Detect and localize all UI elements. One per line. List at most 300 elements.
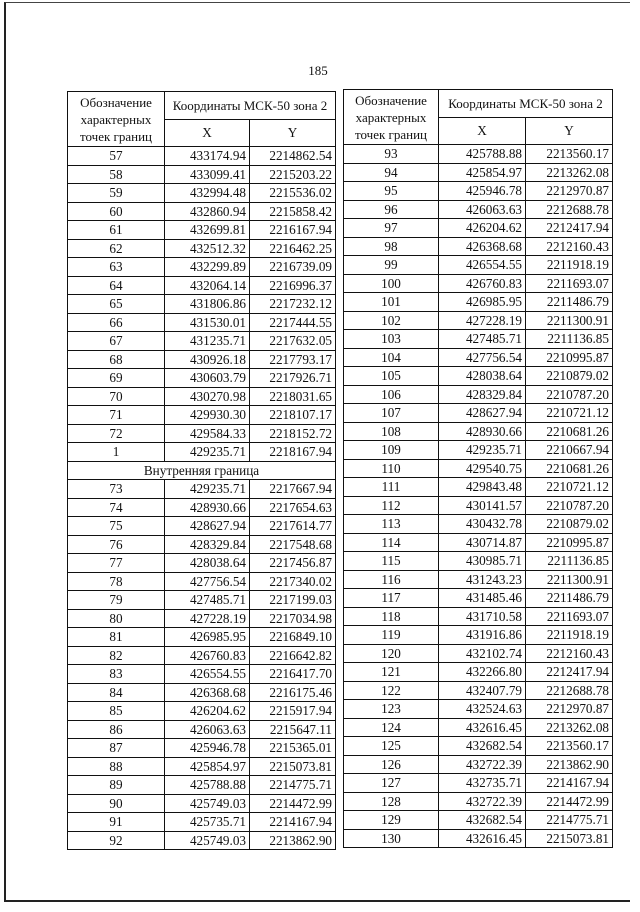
x-coordinate-cell: 432102.74	[439, 644, 526, 663]
point-id-cell: 127	[344, 774, 439, 793]
table-row	[344, 404, 613, 423]
coordinates-table-left	[67, 91, 336, 850]
y-coordinate-cell: 2211486.79	[526, 293, 613, 312]
table-row	[68, 702, 336, 721]
x-coordinate-cell: 428329.84	[439, 385, 526, 404]
y-coordinate-cell: 2212970.87	[526, 182, 613, 201]
table-row	[68, 443, 336, 462]
y-coordinate-cell: 2213560.17	[526, 145, 613, 164]
x-coordinate-cell: 427485.71	[165, 591, 250, 610]
y-coordinate-cell: 2214775.71	[526, 811, 613, 830]
x-coordinate-cell: 429235.71	[165, 443, 250, 462]
point-id-cell: 89	[68, 776, 165, 795]
x-coordinate-cell: 425946.78	[439, 182, 526, 201]
y-coordinate-cell: 2211486.79	[526, 589, 613, 608]
point-id-cell: 59	[68, 184, 165, 203]
y-coordinate-cell: 2216996.37	[250, 276, 336, 295]
x-coordinate-cell: 428627.94	[165, 517, 250, 536]
point-id-cell: 99	[344, 256, 439, 275]
y-coordinate-cell: 2216849.10	[250, 628, 336, 647]
y-coordinate-cell: 2215647.11	[250, 720, 336, 739]
x-coordinate-cell: 427756.54	[439, 348, 526, 367]
point-id-cell: 116	[344, 570, 439, 589]
table-row	[68, 665, 336, 684]
y-coordinate-cell: 2211136.85	[526, 330, 613, 349]
table-row	[68, 147, 336, 166]
point-id-cell: 64	[68, 276, 165, 295]
y-coordinate-cell: 2214472.99	[526, 792, 613, 811]
table-row	[344, 829, 613, 848]
point-id-cell: 119	[344, 626, 439, 645]
y-coordinate-cell: 2217034.98	[250, 609, 336, 628]
table-row	[68, 369, 336, 388]
table-row	[344, 182, 613, 201]
point-id-cell: 130	[344, 829, 439, 848]
table-row	[68, 424, 336, 443]
y-coordinate-cell: 2217340.02	[250, 572, 336, 591]
x-coordinate-cell: 426063.63	[165, 720, 250, 739]
y-coordinate-cell: 2215365.01	[250, 739, 336, 758]
document-page	[4, 2, 630, 902]
y-coordinate-cell: 2218107.17	[250, 406, 336, 425]
x-coordinate-cell: 431243.23	[439, 570, 526, 589]
point-id-cell: 102	[344, 311, 439, 330]
y-coordinate-cell: 2210879.02	[526, 515, 613, 534]
x-coordinate-cell: 432616.45	[439, 718, 526, 737]
table-row	[344, 515, 613, 534]
y-coordinate-cell: 2210787.20	[526, 385, 613, 404]
table-row	[68, 295, 336, 314]
y-coordinate-cell: 2216642.82	[250, 646, 336, 665]
point-id-cell: 68	[68, 350, 165, 369]
table-row	[344, 737, 613, 756]
point-id-cell: 94	[344, 163, 439, 182]
y-coordinate-cell: 2213262.08	[526, 718, 613, 737]
x-coordinate-cell: 428038.64	[165, 554, 250, 573]
page-number: 185	[308, 63, 328, 78]
x-coordinate-cell: 432722.39	[439, 755, 526, 774]
y-coordinate-cell: 2215858.42	[250, 202, 336, 221]
y-coordinate-cell: 2212417.94	[526, 219, 613, 238]
x-coordinate-cell: 432722.39	[439, 792, 526, 811]
y-coordinate-cell: 2210667.94	[526, 441, 613, 460]
point-id-cell: 88	[68, 757, 165, 776]
header-x: X	[165, 119, 250, 146]
y-coordinate-cell: 2215203.22	[250, 165, 336, 184]
y-coordinate-cell: 2210681.26	[526, 459, 613, 478]
x-coordinate-cell: 426368.68	[439, 237, 526, 256]
point-id-cell: 57	[68, 147, 165, 166]
table-row	[68, 794, 336, 813]
table-row	[68, 813, 336, 832]
point-id-cell: 109	[344, 441, 439, 460]
point-id-cell: 76	[68, 535, 165, 554]
table-row	[68, 332, 336, 351]
point-id-cell: 84	[68, 683, 165, 702]
table-row	[68, 202, 336, 221]
point-id-cell: 83	[68, 665, 165, 684]
table-row	[68, 609, 336, 628]
point-id-cell: 75	[68, 517, 165, 536]
x-coordinate-cell: 426760.83	[439, 274, 526, 293]
x-coordinate-cell: 430603.79	[165, 369, 250, 388]
point-id-cell: 60	[68, 202, 165, 221]
x-coordinate-cell: 432735.71	[439, 774, 526, 793]
point-id-cell: 63	[68, 258, 165, 277]
table-row	[68, 184, 336, 203]
point-id-cell: 110	[344, 459, 439, 478]
y-coordinate-cell: 2217654.63	[250, 498, 336, 517]
table-row	[344, 459, 613, 478]
table-row	[344, 367, 613, 386]
header-point-label: Обозначение характерных точек границ	[344, 90, 439, 145]
right-table-body	[344, 145, 613, 848]
point-id-cell: 101	[344, 293, 439, 312]
point-id-cell: 96	[344, 200, 439, 219]
x-coordinate-cell: 433174.94	[165, 147, 250, 166]
y-coordinate-cell: 2217232.12	[250, 295, 336, 314]
y-coordinate-cell: 2210995.87	[526, 348, 613, 367]
table-row	[344, 681, 613, 700]
x-coordinate-cell: 426204.62	[165, 702, 250, 721]
point-id-cell: 124	[344, 718, 439, 737]
table-row	[68, 387, 336, 406]
table-row	[68, 757, 336, 776]
y-coordinate-cell: 2214167.94	[526, 774, 613, 793]
x-coordinate-cell: 432266.80	[439, 663, 526, 682]
y-coordinate-cell: 2214862.54	[250, 147, 336, 166]
y-coordinate-cell: 2216175.46	[250, 683, 336, 702]
y-coordinate-cell: 2211136.85	[526, 552, 613, 571]
y-coordinate-cell: 2217793.17	[250, 350, 336, 369]
y-coordinate-cell: 2215917.94	[250, 702, 336, 721]
point-id-cell: 117	[344, 589, 439, 608]
y-coordinate-cell: 2212160.43	[526, 644, 613, 663]
point-id-cell: 80	[68, 609, 165, 628]
x-coordinate-cell: 429843.48	[439, 478, 526, 497]
table-row	[344, 237, 613, 256]
y-coordinate-cell: 2213560.17	[526, 737, 613, 756]
y-coordinate-cell: 2210995.87	[526, 533, 613, 552]
point-id-cell: 122	[344, 681, 439, 700]
x-coordinate-cell: 426985.95	[165, 628, 250, 647]
point-id-cell: 104	[344, 348, 439, 367]
table-row	[68, 628, 336, 647]
y-coordinate-cell: 2217444.55	[250, 313, 336, 332]
y-coordinate-cell: 2217926.71	[250, 369, 336, 388]
y-coordinate-cell: 2212688.78	[526, 200, 613, 219]
y-coordinate-cell: 2212160.43	[526, 237, 613, 256]
table-row	[68, 480, 336, 499]
x-coordinate-cell: 426368.68	[165, 683, 250, 702]
table-row	[344, 607, 613, 626]
point-id-cell: 114	[344, 533, 439, 552]
point-id-cell: 85	[68, 702, 165, 721]
table-row	[344, 626, 613, 645]
x-coordinate-cell: 432682.54	[439, 811, 526, 830]
point-id-cell: 71	[68, 406, 165, 425]
table-row	[68, 535, 336, 554]
y-coordinate-cell: 2211693.07	[526, 607, 613, 626]
x-coordinate-cell: 432524.63	[439, 700, 526, 719]
x-coordinate-cell: 425854.97	[165, 757, 250, 776]
table-row	[344, 811, 613, 830]
point-id-cell: 72	[68, 424, 165, 443]
table-row	[68, 406, 336, 425]
point-id-cell: 91	[68, 813, 165, 832]
x-coordinate-cell: 425854.97	[439, 163, 526, 182]
point-id-cell: 125	[344, 737, 439, 756]
point-id-cell: 65	[68, 295, 165, 314]
y-coordinate-cell: 2210879.02	[526, 367, 613, 386]
point-id-cell: 100	[344, 274, 439, 293]
y-coordinate-cell: 2217614.77	[250, 517, 336, 536]
point-id-cell: 87	[68, 739, 165, 758]
point-id-cell: 77	[68, 554, 165, 573]
table-row	[344, 219, 613, 238]
point-id-cell: 79	[68, 591, 165, 610]
x-coordinate-cell: 428930.66	[165, 498, 250, 517]
y-coordinate-cell: 2212688.78	[526, 681, 613, 700]
table-row	[68, 276, 336, 295]
x-coordinate-cell: 431485.46	[439, 589, 526, 608]
x-coordinate-cell: 426554.55	[439, 256, 526, 275]
y-coordinate-cell: 2216417.70	[250, 665, 336, 684]
table-row	[344, 145, 613, 164]
table-row	[344, 774, 613, 793]
x-coordinate-cell: 425735.71	[165, 813, 250, 832]
x-coordinate-cell: 426063.63	[439, 200, 526, 219]
point-id-cell: 118	[344, 607, 439, 626]
x-coordinate-cell: 430141.57	[439, 496, 526, 515]
table-row	[344, 274, 613, 293]
point-id-cell: 61	[68, 221, 165, 240]
y-coordinate-cell: 2210721.12	[526, 404, 613, 423]
x-coordinate-cell: 432299.89	[165, 258, 250, 277]
point-id-cell: 115	[344, 552, 439, 571]
point-id-cell: 58	[68, 165, 165, 184]
x-coordinate-cell: 427756.54	[165, 572, 250, 591]
table-row	[68, 239, 336, 258]
point-id-cell: 78	[68, 572, 165, 591]
point-id-cell: 95	[344, 182, 439, 201]
y-coordinate-cell: 2210721.12	[526, 478, 613, 497]
table-row	[68, 313, 336, 332]
table-row	[344, 422, 613, 441]
point-id-cell: 106	[344, 385, 439, 404]
x-coordinate-cell: 430432.78	[439, 515, 526, 534]
point-id-cell: 111	[344, 478, 439, 497]
point-id-cell: 112	[344, 496, 439, 515]
table-row	[344, 478, 613, 497]
x-coordinate-cell: 430926.18	[165, 350, 250, 369]
x-coordinate-cell: 428930.66	[439, 422, 526, 441]
y-coordinate-cell: 2217667.94	[250, 480, 336, 499]
point-id-cell: 73	[68, 480, 165, 499]
table-row	[68, 776, 336, 795]
x-coordinate-cell: 432616.45	[439, 829, 526, 848]
table-row	[344, 330, 613, 349]
point-id-cell: 129	[344, 811, 439, 830]
table-row	[68, 646, 336, 665]
header-y: Y	[526, 117, 613, 144]
y-coordinate-cell: 2213862.90	[526, 755, 613, 774]
y-coordinate-cell: 2214167.94	[250, 813, 336, 832]
section-row	[68, 461, 336, 480]
x-coordinate-cell: 432699.81	[165, 221, 250, 240]
header-y: Y	[250, 119, 336, 146]
point-id-cell: 92	[68, 831, 165, 850]
x-coordinate-cell: 427228.19	[165, 609, 250, 628]
y-coordinate-cell: 2217456.87	[250, 554, 336, 573]
table-row	[344, 644, 613, 663]
table-row	[68, 554, 336, 573]
y-coordinate-cell: 2212970.87	[526, 700, 613, 719]
point-id-cell: 126	[344, 755, 439, 774]
y-coordinate-cell: 2216167.94	[250, 221, 336, 240]
x-coordinate-cell: 431806.86	[165, 295, 250, 314]
point-id-cell: 105	[344, 367, 439, 386]
x-coordinate-cell: 425788.88	[439, 145, 526, 164]
point-id-cell: 67	[68, 332, 165, 351]
point-id-cell: 128	[344, 792, 439, 811]
table-row	[344, 663, 613, 682]
x-coordinate-cell: 425749.03	[165, 794, 250, 813]
x-coordinate-cell: 431710.58	[439, 607, 526, 626]
point-id-cell: 121	[344, 663, 439, 682]
table-row	[344, 755, 613, 774]
x-coordinate-cell: 432860.94	[165, 202, 250, 221]
point-id-cell: 69	[68, 369, 165, 388]
x-coordinate-cell: 427228.19	[439, 311, 526, 330]
coordinates-table-right	[343, 89, 613, 848]
left-table-body	[68, 147, 336, 850]
x-coordinate-cell: 425749.03	[165, 831, 250, 850]
x-coordinate-cell: 432064.14	[165, 276, 250, 295]
y-coordinate-cell: 2211300.91	[526, 311, 613, 330]
table-row	[68, 831, 336, 850]
x-coordinate-cell: 430270.98	[165, 387, 250, 406]
x-coordinate-cell: 429235.71	[439, 441, 526, 460]
table-row	[344, 163, 613, 182]
table-row	[68, 498, 336, 517]
x-coordinate-cell: 428627.94	[439, 404, 526, 423]
table-row	[344, 589, 613, 608]
x-coordinate-cell: 429930.30	[165, 406, 250, 425]
y-coordinate-cell: 2211918.19	[526, 256, 613, 275]
x-coordinate-cell: 431235.71	[165, 332, 250, 351]
y-coordinate-cell: 2213862.90	[250, 831, 336, 850]
y-coordinate-cell: 2214775.71	[250, 776, 336, 795]
point-id-cell: 86	[68, 720, 165, 739]
table-row	[68, 591, 336, 610]
table-row	[68, 350, 336, 369]
table-row	[68, 517, 336, 536]
table-row	[68, 720, 336, 739]
header-x: X	[439, 117, 526, 144]
x-coordinate-cell: 425788.88	[165, 776, 250, 795]
table-row	[344, 533, 613, 552]
x-coordinate-cell: 430714.87	[439, 533, 526, 552]
y-coordinate-cell: 2211693.07	[526, 274, 613, 293]
y-coordinate-cell: 2216462.25	[250, 239, 336, 258]
point-id-cell: 1	[68, 443, 165, 462]
table-row	[344, 200, 613, 219]
x-coordinate-cell: 426760.83	[165, 646, 250, 665]
point-id-cell: 74	[68, 498, 165, 517]
table-row	[344, 792, 613, 811]
y-coordinate-cell: 2211300.91	[526, 570, 613, 589]
point-id-cell: 90	[68, 794, 165, 813]
x-coordinate-cell: 425946.78	[165, 739, 250, 758]
y-coordinate-cell: 2218152.72	[250, 424, 336, 443]
table-row	[68, 258, 336, 277]
table-row	[68, 221, 336, 240]
table-row	[344, 311, 613, 330]
point-id-cell: 108	[344, 422, 439, 441]
x-coordinate-cell: 430985.71	[439, 552, 526, 571]
x-coordinate-cell: 432407.79	[439, 681, 526, 700]
y-coordinate-cell: 2218031.65	[250, 387, 336, 406]
point-id-cell: 123	[344, 700, 439, 719]
point-id-cell: 97	[344, 219, 439, 238]
header-coordinates: Координаты МСК-50 зона 2	[165, 92, 336, 120]
table-row	[344, 256, 613, 275]
table-row	[344, 570, 613, 589]
point-id-cell: 82	[68, 646, 165, 665]
x-coordinate-cell: 433099.41	[165, 165, 250, 184]
x-coordinate-cell: 432682.54	[439, 737, 526, 756]
header-point-label: Обозначение характерных точек границ	[68, 92, 165, 147]
point-id-cell: 93	[344, 145, 439, 164]
x-coordinate-cell: 432512.32	[165, 239, 250, 258]
table-row	[344, 496, 613, 515]
point-id-cell: 70	[68, 387, 165, 406]
x-coordinate-cell: 431916.86	[439, 626, 526, 645]
point-id-cell: 66	[68, 313, 165, 332]
x-coordinate-cell: 427485.71	[439, 330, 526, 349]
x-coordinate-cell: 428038.64	[439, 367, 526, 386]
table-row	[344, 293, 613, 312]
x-coordinate-cell: 426204.62	[439, 219, 526, 238]
x-coordinate-cell: 429584.33	[165, 424, 250, 443]
x-coordinate-cell: 429540.75	[439, 459, 526, 478]
table-row	[344, 348, 613, 367]
inner-boundary-label: Внутренняя граница	[68, 461, 336, 480]
table-row	[68, 739, 336, 758]
y-coordinate-cell: 2210787.20	[526, 496, 613, 515]
point-id-cell: 98	[344, 237, 439, 256]
y-coordinate-cell: 2217548.68	[250, 535, 336, 554]
y-coordinate-cell: 2210681.26	[526, 422, 613, 441]
y-coordinate-cell: 2211918.19	[526, 626, 613, 645]
y-coordinate-cell: 2217632.05	[250, 332, 336, 351]
table-row	[68, 165, 336, 184]
point-id-cell: 107	[344, 404, 439, 423]
table-row	[68, 572, 336, 591]
point-id-cell: 62	[68, 239, 165, 258]
y-coordinate-cell: 2218167.94	[250, 443, 336, 462]
x-coordinate-cell: 432994.48	[165, 184, 250, 203]
y-coordinate-cell: 2217199.03	[250, 591, 336, 610]
y-coordinate-cell: 2216739.09	[250, 258, 336, 277]
y-coordinate-cell: 2214472.99	[250, 794, 336, 813]
point-id-cell: 113	[344, 515, 439, 534]
table-row	[344, 385, 613, 404]
x-coordinate-cell: 429235.71	[165, 480, 250, 499]
y-coordinate-cell: 2212417.94	[526, 663, 613, 682]
point-id-cell: 120	[344, 644, 439, 663]
